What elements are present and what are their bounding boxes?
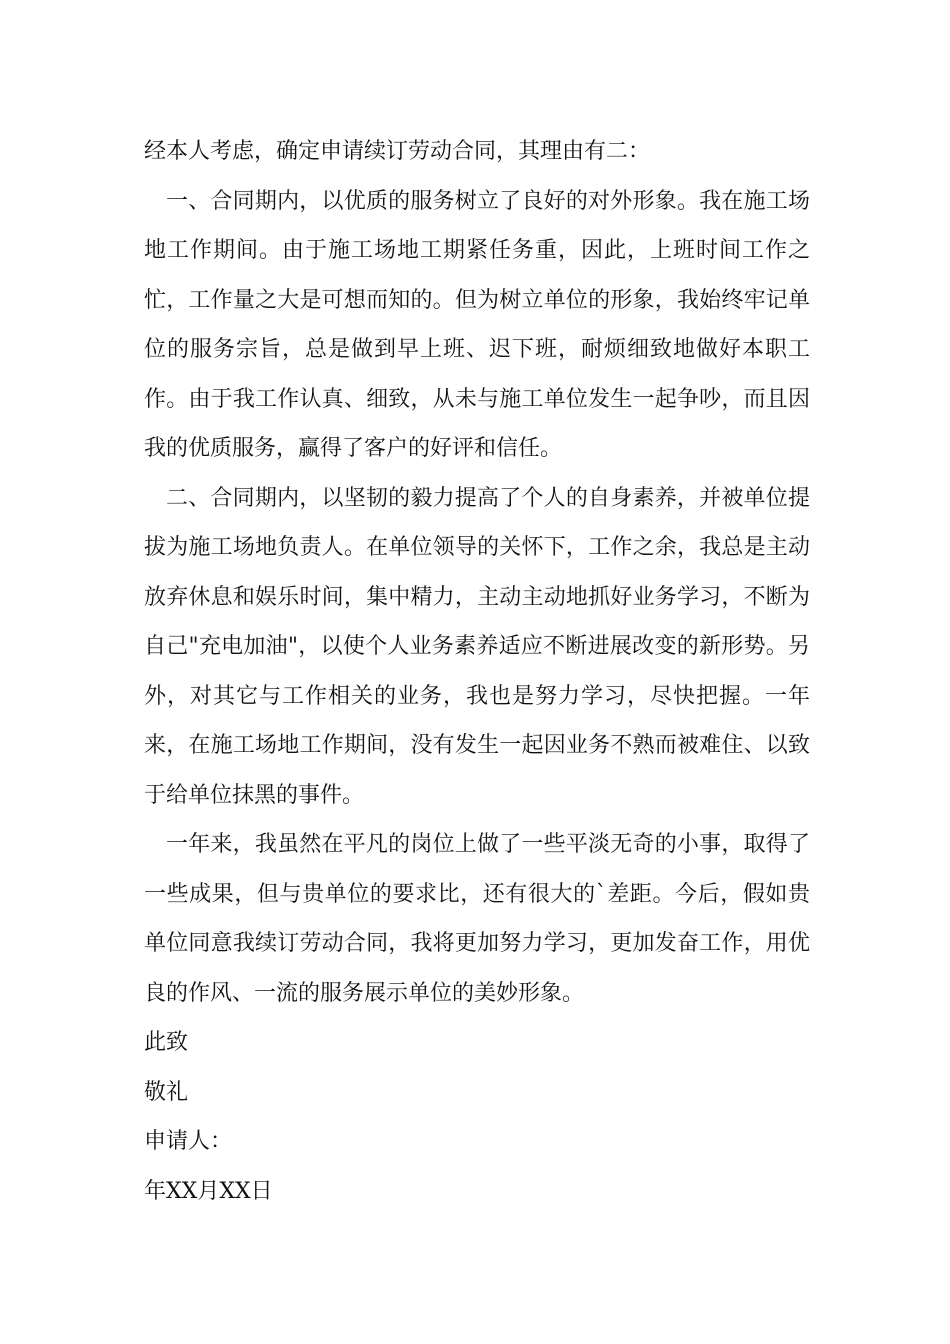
salutation-line-1: 此致	[144, 1030, 189, 1055]
applicant-label: 申请人：	[144, 1129, 233, 1154]
salutation-line-2: 敬礼	[144, 1079, 189, 1105]
reason-one-paragraph: 一、合同期内，以优质的服务树立了良好的对外形象。我在施工场地工作期间。由于施工场地工期紧任务重，因此，上班时间工作之忙，工作量之大是可想而知的。但为树立单位的形象，我始终牢记单位的服务宗旨，总是做到早上班、迟下班，耐烦细致地做好本职工作。由于我工作认真、细致，从未与施工单位发生一起争吵，而且因我的优质服务，赢得了客户的好评和信任。	[144, 188, 810, 461]
reason-two-paragraph: 二、合同期内，以坚韧的毅力提高了个人的自身素养，并被单位提拔为施工场地负责人。在单位领导的关怀下，工作之余，我总是主动放弃休息和娱乐时间，集中精力，主动主动地抓好业务学习，不断为自己"充电加油"，以使个人业务素养适应不断进展改变的新形势。另外，对其它与工作相关的业务，我也是努力学习，尽快把握。一年来，在施工场地工作期间，没有发生一起因业务不熟而被难住、以致于给单位抹黑的事件。	[144, 485, 810, 808]
conclusion-paragraph: 一年来，我虽然在平凡的岗位上做了一些平淡无奇的小事，取得了一些成果，但与贵单位的要求比，还有很大的`差距。今后，假如贵单位同意我续订劳动合同，我将更加努力学习，更加发奋工作，用优良的作风、一流的服务展示单位的美妙形象。	[144, 832, 810, 1006]
date-line: 年XX月XX日	[144, 1178, 273, 1204]
document-body	[144, 127, 810, 1216]
intro-paragraph: 经本人考虑，确定申请续订劳动合同，其理由有二：	[144, 139, 651, 164]
